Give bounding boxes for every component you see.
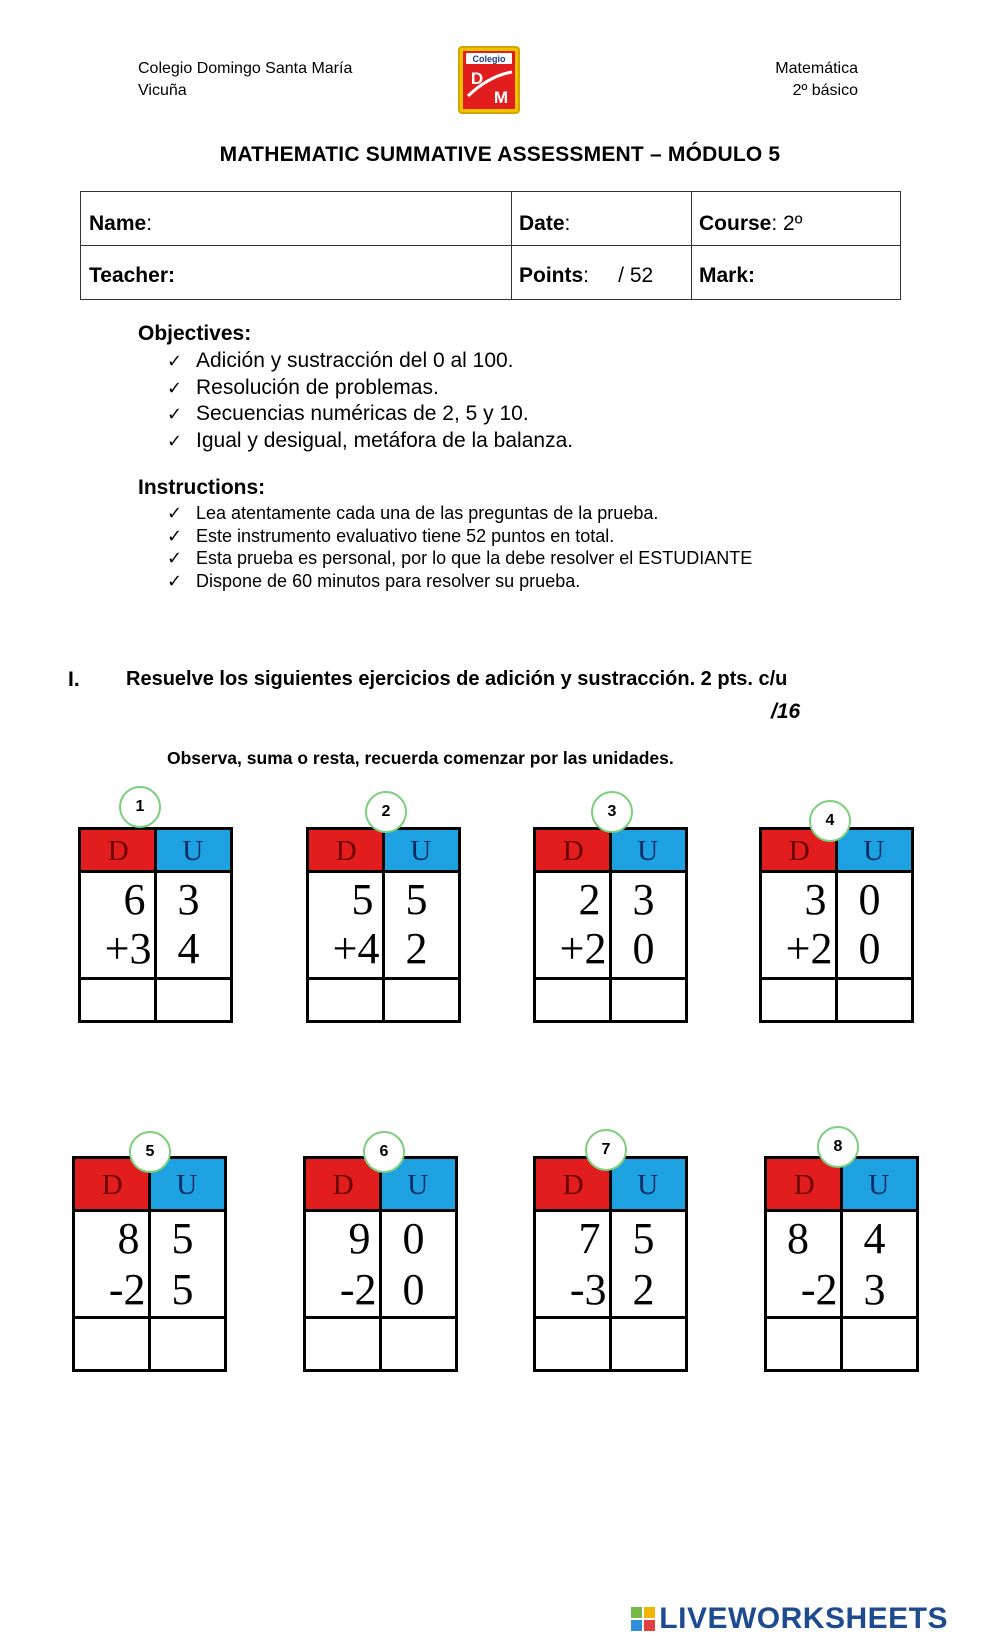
mark-label: Mark: [699, 264, 756, 287]
check-icon: ✓ [167, 430, 183, 451]
bottom-tens: +2 [785, 924, 833, 973]
top-tens: 8 [117, 1214, 140, 1263]
exercise-grid [759, 827, 914, 1023]
tens-header: D [767, 1159, 842, 1209]
list-item: ✓ Secuencias numéricas de 2, 5 y 10. [167, 401, 573, 428]
subject-name: Matemática [775, 60, 858, 77]
name-colon: : [146, 212, 153, 235]
points-value: : / 52 [583, 264, 654, 287]
exercise-grid [303, 1156, 458, 1372]
points-label: Points [519, 264, 584, 287]
list-item: ✓ Resolución de problemas. [167, 375, 573, 402]
course-label: Course [699, 212, 772, 235]
units-header: U [381, 1159, 456, 1209]
bottom-tens: -2 [108, 1265, 146, 1314]
top-tens: 6 [123, 875, 146, 924]
check-icon: ✓ [167, 525, 183, 546]
exercise-number-badge: 8 [817, 1126, 859, 1168]
check-icon: ✓ [167, 548, 183, 568]
top-tens: 5 [351, 875, 374, 924]
units-header: U [842, 1159, 917, 1209]
list-item: ✓ Igual y desigual, metáfora de la balanza. [167, 428, 573, 455]
check-icon: ✓ [167, 570, 183, 591]
check-icon: ✓ [167, 404, 183, 424]
table-divider [511, 192, 512, 299]
bottom-units: 2 [632, 1265, 655, 1314]
list-item: ✓ Dispone de 60 minutos para resolver su prueba. [167, 570, 581, 591]
top-units: 5 [632, 1214, 655, 1263]
exercise-number-badge: 7 [585, 1129, 627, 1171]
exercise-grid [764, 1156, 919, 1372]
teacher-label: Teacher: [89, 264, 175, 287]
bottom-tens: -2 [800, 1265, 838, 1314]
tens-header: D [762, 830, 837, 870]
bottom-tens: +3 [104, 924, 152, 973]
check-icon: ✓ [167, 503, 183, 523]
units-header: U [384, 830, 459, 870]
list-item: ✓ Esta prueba es personal, por lo que la debe resolver el ESTUDIANTE [167, 548, 753, 568]
subject-info [775, 58, 858, 102]
bottom-units: 0 [858, 924, 881, 973]
exercise-grid [533, 1156, 688, 1372]
student-info-table [80, 191, 901, 300]
bottom-units: 0 [632, 924, 655, 973]
top-tens: 7 [578, 1214, 601, 1263]
bottom-tens: +4 [332, 924, 380, 973]
bottom-tens: -2 [339, 1265, 377, 1314]
logo-letter-m: M [493, 88, 509, 107]
units-header: U [156, 830, 231, 870]
top-units: 3 [177, 875, 200, 924]
part-number: I. [68, 668, 80, 691]
units-header: U [150, 1159, 225, 1209]
exercise-grid [533, 827, 688, 1023]
part-instruction: Resuelve los siguientes ejercicios de adición y sustracción. 2 pts. c/u [126, 668, 788, 690]
check-icon: ✓ [167, 377, 183, 398]
instructions-list [167, 502, 752, 592]
name-label: Name [89, 212, 147, 235]
name-field[interactable] [89, 212, 152, 236]
tens-header: D [81, 830, 156, 870]
points-field[interactable] [519, 264, 653, 288]
exercise-grid [78, 827, 233, 1023]
top-units: 0 [402, 1214, 425, 1263]
tens-header: D [536, 830, 611, 870]
part-hint: Observa, suma o resta, recuerda comenzar por las unidades. [167, 748, 674, 768]
top-units: 5 [171, 1214, 194, 1263]
top-units: 4 [863, 1214, 886, 1263]
logo-letter-d: D [470, 69, 484, 88]
top-units: 3 [632, 875, 655, 924]
tens-header: D [536, 1159, 611, 1209]
list-item: ✓ Adición y sustracción del 0 al 100. [167, 348, 573, 375]
tens-header: D [309, 830, 384, 870]
liveworksheets-logo-icon [631, 1607, 655, 1631]
exercise-grid [72, 1156, 227, 1372]
bottom-units: 0 [402, 1265, 425, 1314]
top-units: 0 [858, 875, 881, 924]
teacher-field[interactable] [89, 264, 175, 288]
school-city: Vicuña [138, 82, 187, 99]
school-info [138, 58, 352, 102]
top-tens: 9 [348, 1214, 371, 1263]
objectives-list [167, 348, 573, 454]
school-logo [458, 46, 520, 114]
top-tens: 8 [787, 1214, 809, 1263]
exercise-number-badge: 1 [119, 786, 161, 828]
top-units: 5 [405, 875, 428, 924]
top-tens: 3 [804, 875, 827, 924]
bottom-tens: +2 [559, 924, 607, 973]
list-item: ✓ Lea atentamente cada una de las preguntas de la prueba. [167, 503, 659, 523]
school-name: Colegio Domingo Santa María [138, 60, 353, 77]
exercise-grid [306, 827, 461, 1023]
logo-top-text: Colegio [472, 54, 506, 64]
bottom-units: 3 [863, 1265, 886, 1314]
grade-level: 2º básico [792, 82, 858, 99]
date-colon: : [564, 212, 571, 235]
check-icon: ✓ [167, 351, 183, 371]
bottom-units: 2 [405, 924, 428, 973]
part-score: /16 [771, 700, 801, 723]
bottom-tens: -3 [569, 1265, 607, 1314]
mark-field[interactable] [699, 264, 755, 288]
course-value: : 2º [771, 212, 803, 235]
course-field[interactable] [699, 212, 802, 236]
tens-header: D [75, 1159, 150, 1209]
liveworksheets-brand [631, 1602, 948, 1636]
units-header: U [611, 830, 686, 870]
instructions-heading: Instructions: [138, 476, 266, 499]
exercise-number-badge: 2 [365, 791, 407, 833]
page-title: MATHEMATIC SUMMATIVE ASSESSMENT – MÓDULO 5 [219, 143, 781, 166]
top-tens: 2 [578, 875, 601, 924]
exercise-number-badge: 3 [591, 791, 633, 833]
brand-text: LIVEWORKSHEETS [659, 1602, 948, 1635]
exercise-number-badge: 5 [129, 1131, 171, 1173]
units-header: U [837, 830, 912, 870]
bottom-units: 5 [171, 1265, 194, 1314]
exercise-number-badge: 6 [363, 1131, 405, 1173]
date-label: Date [519, 212, 565, 235]
tens-header: D [306, 1159, 381, 1209]
objectives-heading: Objectives: [138, 322, 252, 345]
list-item: ✓ Este instrumento evaluativo tiene 52 puntos en total. [167, 525, 615, 546]
table-divider [81, 245, 900, 246]
table-divider [691, 192, 692, 299]
bottom-units: 4 [177, 924, 200, 973]
date-field[interactable] [519, 212, 570, 236]
units-header: U [611, 1159, 686, 1209]
exercise-number-badge: 4 [809, 800, 851, 842]
